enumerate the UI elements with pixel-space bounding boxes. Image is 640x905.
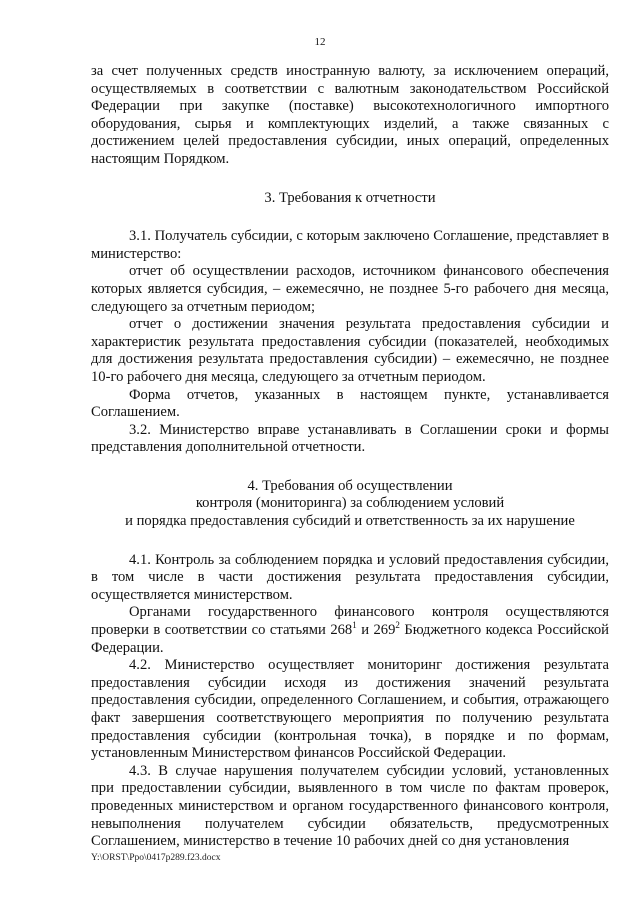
paragraph-4-1-control-bodies [91,604,609,657]
paragraph-3-1-report-expenses: отчет об осуществлении расходов, источником финансового обеспечения которых является субсидия, – ежемесячно, не позднее 5-го рабочего дня месяца, следующего за отчетным периодом; [91,263,609,315]
paragraph-3-1-report-form: Форма отчетов, указанных в настоящем пункте, устанавливается Соглашением. [91,386,609,421]
paragraph-4-1: 4.1. Контроль за соблюдением порядка и условий предоставления субсидии, в том числе в части достижения результата предоставления субсидии, осуществляется министерством. [91,551,609,603]
paragraph-3-2: 3.2. Министерство вправе устанавливать в Соглашении сроки и формы представления дополнительной отчетности. [91,421,609,456]
paragraph-4-2: 4.2. Министерство осуществляет мониторинг достижения результата предоставления субсидии исходя из достижения значений результата предоставления субсидии, определенного Соглашением, и события, отражающего факт завершения соответствующего мероприятия по получению результата предоставления субсидии (контрольная точка), в порядке и по формам, установленным Министерством финансов Российской Федерации. [91,657,609,762]
section-4-heading-line-1: 4. Требования об осуществлении [247,477,453,494]
section-4-heading-line-3: и порядка предоставления субсидий и ответственность за их нарушение [125,513,575,530]
paragraph-3-1-report-results: отчет о достижении значения результата предоставления субсидии и характеристик результата предоставления субсидии (показателей, необходимых для достижения результата предоставления субсидии) – ежемесячно, не позднее 10-го рабочего дня месяца, следующего за отчетным периодом. [91,316,609,385]
article-269-superscript: 2 [395,620,400,631]
section-4-heading-line-2: контроля (мониторинга) за соблюдением условий [195,495,505,512]
section-4-heading [91,478,609,531]
file-path-footer: Y:\ORST\Ppo\0417p289.f23.docx [91,853,221,863]
paragraph-4-3: 4.3. В случае нарушения получателем субсидии условий, установленных при предоставлении субсидии, выявленного в том числе по фактам проверок, проведенных министерством и органом государственного финансового контроля, невыполнения получателем субсидии обязательств, предусмотренных Соглашением, министерство в течение 10 рабочих дней со дня установления [91,762,609,850]
article-268-superscript: 1 [352,620,357,631]
paragraph-4-1-control-text-mid: и 269 [356,622,396,639]
continuation-paragraph: за счет полученных средств иностранную валюту, за исключением операций, осуществляемых в соответствии с валютным законодательством Российской Федерации при закупке (поставке) высокотехнологичного импортного оборудования, сырья и комплектующих изделий, а также связанных с достижением целей предоставления субсидии, иных операций, определенных настоящим Порядком. [91,63,609,167]
paragraph-3-1: 3.1. Получатель субсидии, с которым заключено Соглашение, представляет в министерство: [91,228,609,262]
paragraph-4-1-control-text-end: Бюджетного кодекса Российской Федерации. [91,622,609,656]
document-body [91,63,609,851]
section-3-heading: 3. Требования к отчетности [264,189,436,206]
paragraph-4-1-control-text-start: Органами государственного финансового контроля осуществляются проверки в соответствии со статьями 268 [91,604,609,639]
page-number: 12 [314,36,326,48]
